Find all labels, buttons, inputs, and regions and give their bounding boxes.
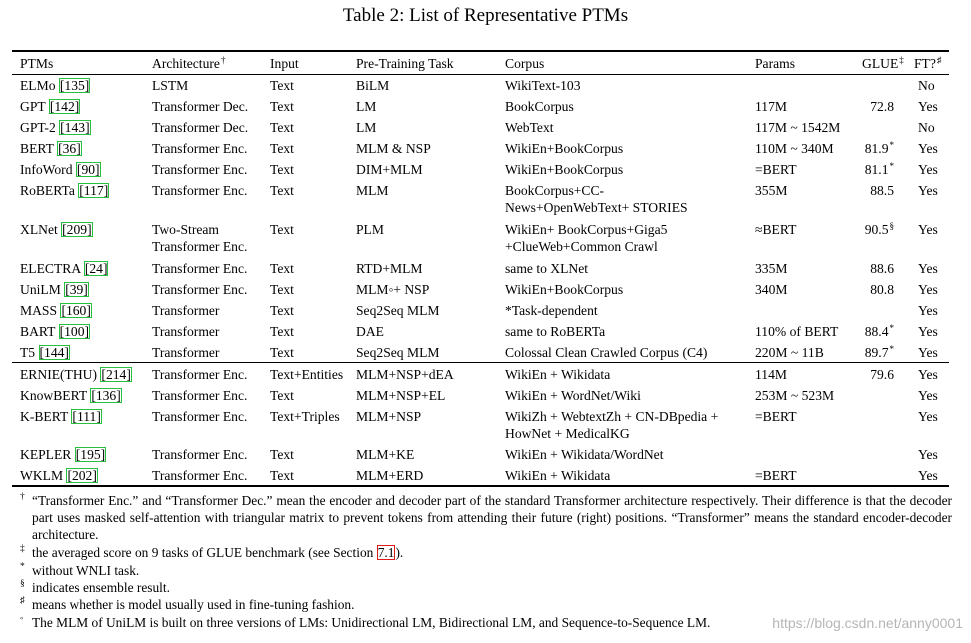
corpus-cell: WikiEn+BookCorpus [505,141,624,156]
input-cell: Text [270,447,294,462]
glue-cell: 88.5 [870,183,894,198]
citation-link[interactable]: [143] [60,120,90,135]
corpus-cell: WikiEn+ BookCorpus+Giga5 +ClueWeb+Common Crawl [505,222,668,254]
input-cell: Text [270,183,294,198]
architecture-cell: Transformer Enc. [152,409,248,424]
citation-link[interactable]: [209] [62,222,92,237]
architecture-cell: Transformer Enc. [152,468,248,483]
params-cell: 110% of BERT [755,324,839,339]
model-name-text: BERT [20,141,58,156]
table-caption: Table 2: List of Representative PTMs [342,5,629,26]
model-name [20,344,70,361]
architecture-cell: Transformer Enc. [152,447,248,462]
input-cell: Text [270,162,294,177]
model-name [20,467,98,484]
input-cell: Text [270,120,294,135]
params-cell: 117M [755,99,787,114]
model-name-text: K-BERT [20,409,72,424]
citation-link[interactable]: [111] [72,409,101,424]
model-name [20,302,92,319]
glue-cell: 80.8 [870,282,894,297]
model-name-text: KnowBERT [20,388,91,403]
section-link[interactable]: 7.1 [377,545,395,560]
finetune-cell: Yes [918,324,938,339]
task-cell: MLM◦+ NSP [356,282,430,297]
glue-cell: 89.7* [864,344,894,360]
model-name-text: BART [20,324,59,339]
architecture-cell: LSTM [152,78,189,93]
architecture-cell: Transformer [152,345,220,360]
corpus-cell: BookCorpus [505,99,574,114]
model-name [20,408,102,425]
model-name-text: ELMo [20,78,59,93]
task-cell: MLM+NSP [356,409,422,424]
finetune-cell: Yes [918,141,938,156]
model-name-text: ERNIE(THU) [20,367,101,382]
watermark: https://blog.csdn.net/anny0001 [772,615,963,631]
citation-link[interactable]: [144] [39,345,69,360]
finetune-cell: Yes [918,447,938,462]
input-cell: Text [270,99,294,114]
model-name-text: GPT [20,99,49,114]
finetune-cell: Yes [918,222,938,237]
task-cell: MLM+ERD [356,468,424,483]
finetune-cell: Yes [918,367,938,382]
header-ptms: PTMs [20,56,54,71]
architecture-cell: Transformer Enc. [152,388,248,403]
finetune-cell: Yes [918,409,938,424]
corpus-cell: same to XLNet [505,261,589,276]
input-cell: Text [270,324,294,339]
finetune-cell: Yes [918,468,938,483]
model-name-text: GPT-2 [20,120,60,135]
glue-cell: 81.1* [864,161,894,177]
params-cell: 110M ~ 340M [755,141,834,156]
corpus-cell: WikiEn+BookCorpus [505,282,624,297]
footnote-glue: ‡ the averaged score on 9 tasks of GLUE benchmark (see Section 7.1). [20,544,404,560]
model-name-text: UniLM [20,282,65,297]
citation-link[interactable]: [136] [91,388,121,403]
input-cell: Text [270,261,294,276]
footnote-finetuning: ♯ means whether is model usually used in fine-tuning fashion. [20,596,355,612]
task-cell: MLM & NSP [356,141,431,156]
model-name [20,281,89,298]
citation-link[interactable]: [202] [67,468,97,483]
citation-link[interactable]: [39] [65,282,88,297]
dagger-mark: † [220,55,226,65]
params-cell: 117M ~ 1542M [755,120,841,135]
header-corpus: Corpus [505,56,545,71]
task-cell: DAE [356,324,384,339]
model-name-text: RoBERTa [20,183,79,198]
architecture-cell: Transformer [152,303,220,318]
architecture-cell: Transformer [152,324,220,339]
input-cell: Text+Triples [270,409,340,424]
citation-link[interactable]: [90] [76,162,100,177]
architecture-cell: Transformer Enc. [152,141,248,156]
params-cell: 114M [755,367,787,382]
params-cell: 220M ~ 11B [755,345,824,360]
citation-link[interactable]: [135] [59,78,90,93]
architecture-cell: Transformer Dec. [152,120,249,135]
glue-footnote-mark: § [889,221,894,231]
model-name-text: MASS [20,303,61,318]
header-rule [12,74,949,75]
finetune-cell: Yes [918,99,938,114]
task-cell: LM [356,99,377,114]
header-input: Input [270,56,299,71]
finetune-cell: Yes [918,162,938,177]
model-name [20,119,91,136]
model-name [20,161,101,178]
task-cell: LM [356,120,377,135]
citation-link[interactable]: [214] [101,367,131,382]
corpus-cell: WikiEn+BookCorpus [505,162,624,177]
task-cell: PLM [356,222,384,237]
finetune-cell: Yes [918,261,938,276]
sharp-mark: ♯ [936,55,942,65]
input-cell: Text [270,303,294,318]
task-cell: MLM+NSP+EL [356,388,446,403]
header-glue: GLUE‡ [862,55,904,71]
architecture-cell: Transformer Enc. [152,282,248,297]
glue-cell: 88.6 [870,261,894,276]
model-name-text: ELECTRA [20,261,84,276]
footnote-ensemble: § indicates ensemble result. [20,579,170,595]
params-cell: ≈BERT [755,222,797,237]
glue-footnote-mark: * [889,344,894,354]
task-cell: MLM+NSP+dEA [356,367,454,382]
input-cell: Text [270,222,294,237]
finetune-cell: Yes [918,183,938,198]
citation-link[interactable]: [195] [75,447,106,462]
header-ft: FT?♯ [914,55,942,71]
task-cell: Seq2Seq MLM [356,303,440,318]
footnote-transformer: † “Transformer Enc.” and “Transformer Dec.” mean the encoder and decoder part of the standard Transformer architecture respectively. Their difference is that the decoder part uses masked self-attention with triangular matrix to prevent tokens from attending their future (right) positions. “Transformer” means the standard encoder-decoder architecture. [20,492,952,542]
citation-link[interactable]: [24] [84,261,108,276]
architecture-cell: Transformer Enc. [152,162,248,177]
footnote-wnli: * without WNLI task. [20,562,140,578]
corpus-cell: WebText [505,120,554,135]
corpus-cell: WikiEn + Wikidata [505,468,611,483]
model-name [20,446,106,463]
corpus-cell: Colossal Clean Crawled Corpus (C4) [505,345,708,360]
citation-link[interactable]: [160] [61,303,91,318]
params-cell: 253M ~ 523M [755,388,835,403]
task-cell: Seq2Seq MLM [356,345,440,360]
corpus-cell: same to RoBERTa [505,324,606,339]
task-cell: MLM+KE [356,447,415,462]
finetune-cell: Yes [918,388,938,403]
finetune-cell: Yes [918,345,938,360]
task-cell: RTD+MLM [356,261,423,276]
header-params: Params [755,56,796,71]
glue-cell: 90.5§ [864,221,894,237]
model-name [20,221,93,238]
finetune-cell: No [918,120,935,135]
task-cell: DIM+MLM [356,162,423,177]
model-name [20,182,109,199]
glue-footnote-mark: * [889,140,894,150]
double-dagger-mark: ‡ [899,55,904,65]
finetune-cell: No [918,78,935,93]
model-name-text: XLNet [20,222,62,237]
architecture-cell: Transformer Enc. [152,183,248,198]
params-cell: 340M [755,282,788,297]
architecture-cell: Two-Stream Transformer Enc. [152,222,248,254]
architecture-cell: Transformer Dec. [152,99,249,114]
citation-link[interactable]: [36] [58,141,81,156]
model-name [20,77,90,94]
model-name-text: T5 [20,345,39,360]
group-rule [12,362,949,363]
glue-cell: 72.8 [870,99,894,114]
model-name-text: WKLM [20,468,67,483]
task-cell: BiLM [356,78,390,93]
input-cell: Text [270,141,294,156]
top-rule [12,50,949,52]
input-cell: Text [270,282,294,297]
model-name-text: KEPLER [20,447,75,462]
architecture-cell: Transformer Enc. [152,367,248,382]
params-cell: 355M [755,183,788,198]
input-cell: Text [270,468,294,483]
model-name [20,260,108,277]
bottom-rule [12,485,949,487]
glue-cell: 79.6 [870,367,894,382]
model-name [20,323,90,340]
params-cell: 335M [755,261,788,276]
footnote-unilm: ◦ The MLM of UniLM is built on three versions of LMs: Unidirectional LM, Bidirectional LM, and Sequence-to-Sequence LM. [20,614,711,630]
header-task: Pre-Training Task [356,56,454,71]
finetune-cell: Yes [918,303,938,318]
input-cell: Text+Entities [270,367,344,382]
corpus-cell: WikiText-103 [505,78,581,93]
model-name-text: InfoWord [20,162,76,177]
params-cell: =BERT [755,409,797,424]
input-cell: Text [270,345,294,360]
model-name [20,140,82,157]
corpus-cell: WikiEn + Wikidata [505,367,611,382]
params-cell: =BERT [755,468,797,483]
architecture-cell: Transformer Enc. [152,261,248,276]
params-cell: =BERT [755,162,797,177]
input-cell: Text [270,78,294,93]
glue-cell: 88.4* [864,323,894,339]
input-cell: Text [270,388,294,403]
task-cell: MLM [356,183,389,198]
glue-footnote-mark: * [889,161,894,171]
header-architecture: Architecture† [152,55,226,71]
citation-link[interactable]: [100] [59,324,90,339]
corpus-cell: WikiZh + WebtextZh + CN-DBpedia + HowNet + MedicalKG [505,409,719,441]
model-name [20,366,132,383]
glue-cell: 81.9* [864,140,894,156]
corpus-cell: WikiEn + Wikidata/WordNet [505,447,664,462]
glue-footnote-mark: * [889,323,894,333]
model-name [20,98,80,115]
model-name [20,387,122,404]
citation-link[interactable]: [142] [49,99,80,114]
corpus-cell: WikiEn + WordNet/Wiki [505,388,641,403]
corpus-cell: *Task-dependent [505,303,598,318]
finetune-cell: Yes [918,282,938,297]
corpus-cell: BookCorpus+CC- News+OpenWebText+ STORIES [505,183,688,215]
citation-link[interactable]: [117] [79,183,109,198]
